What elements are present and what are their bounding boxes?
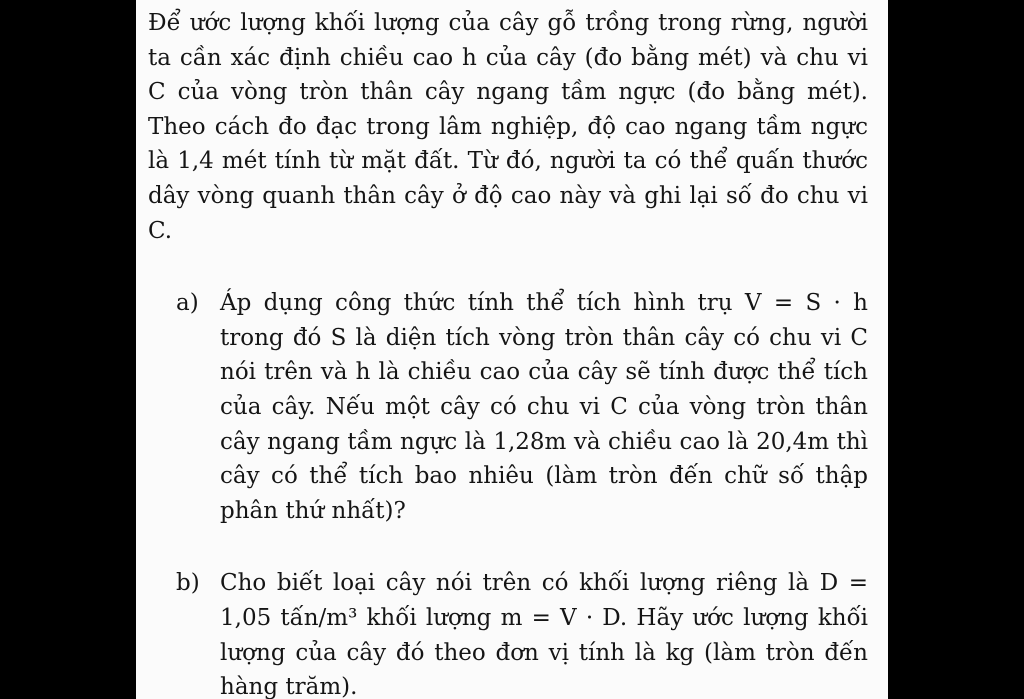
document-page — [136, 0, 888, 699]
item-label: a) — [176, 290, 199, 317]
question-item-b — [148, 566, 868, 699]
item-text: Áp dụng công thức tính thể tích hình trụ V = S · h trong đó S là diện tích vòng tròn thân cây có chu vi C nói trên và h là chiều cao của cây sẽ tính được thể tích của cây. Nếu một cây có chu vi C của vòng tròn thân cây ngang tầm ngực là 1,28m và chiều cao là 20,4m thì cây có thể tích bao nhiêu (làm tròn đến chữ số thập phân thứ nhất)? — [220, 290, 868, 524]
question-list — [148, 286, 868, 699]
item-label: b) — [176, 570, 200, 597]
question-item-a — [148, 286, 868, 528]
intro-paragraph: Để ước lượng khối lượng của cây gỗ trồng trong rừng, người ta cần xác định chiều cao h của cây (đo bằng mét) và chu vi C của vòng tròn thân cây ngang tầm ngực (đo bằng mét). Theo cách đo đạc trong lâm nghiệp, độ cao ngang tầm ngực là 1,4 mét tính từ mặt đất. Từ đó, người ta có thể quấn thước dây vòng quanh thân cây ở độ cao này và ghi lại số đo chu vi C. — [148, 10, 868, 244]
document-content — [148, 6, 868, 699]
item-text: Cho biết loại cây nói trên có khối lượng riêng là D = 1,05 tấn/m³ khối lượng m = V · D. Hãy ước lượng khối lượng của cây đó theo đơn vị tính là kg (làm tròn đến hàng trăm). — [220, 570, 868, 699]
